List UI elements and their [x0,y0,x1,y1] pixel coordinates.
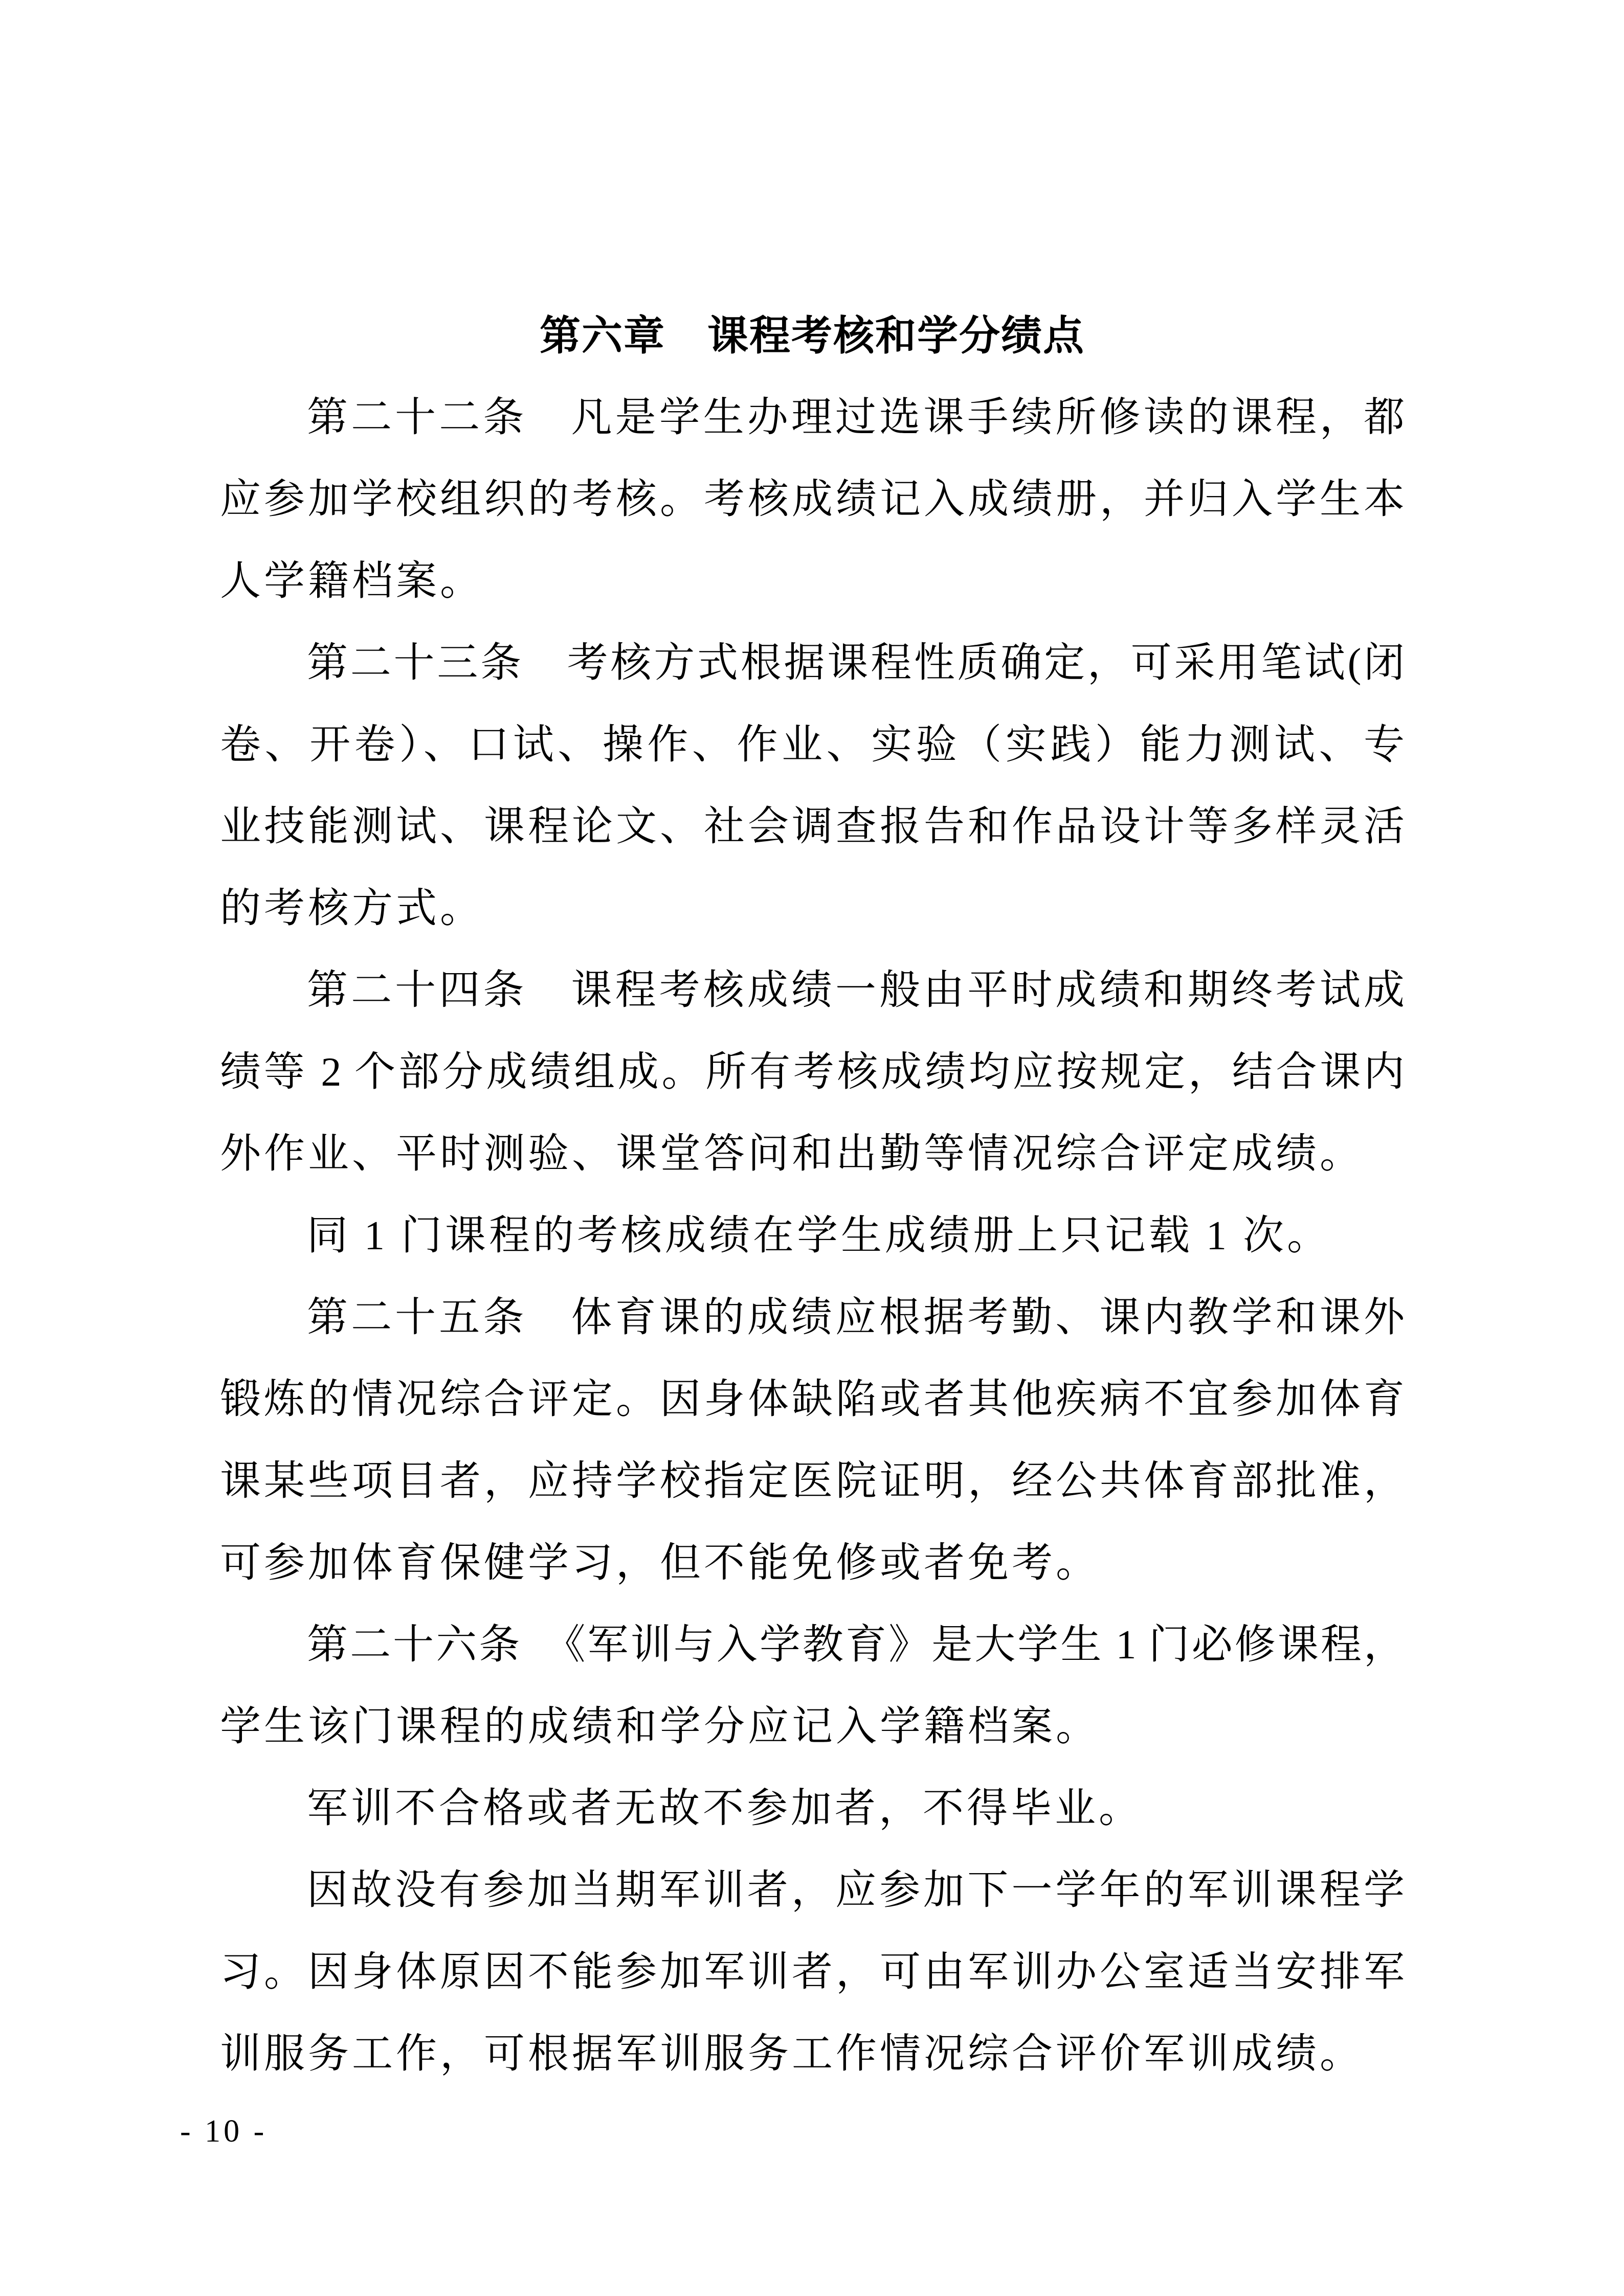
text-line: 同 1 门课程的考核成绩在学生成绩册上只记载 1 次。 [307,1213,1331,1258]
text-line: 军训不合格或者无故不参加者，不得毕业。 [307,1786,1143,1831]
paragraph-article-24 [220,950,1405,1195]
page-title: 第六章 课程考核和学分绩点 [540,313,1085,358]
text-line: 因故没有参加当期军训者，应参加下一学年的军训课程学 [307,1868,1405,1913]
text-line: 外作业、平时测验、课堂答问和出勤等情况综合评定成绩。 [220,1132,1364,1177]
paragraph-article-23 [220,622,1405,950]
text-line: 绩等 2 个部分成绩组成。所有考核成绩均应按规定，结合课内 [220,1050,1405,1095]
text-line: 第二十三条 考核方式根据课程性质确定，可采用笔试(闭 [307,641,1405,686]
text-line: 习。因身体原因不能参加军训者，可由军训办公室适当安排军 [220,1950,1405,1995]
text-line: 学生该门课程的成绩和学分应记入学籍档案。 [220,1704,1100,1749]
text-line: 第二十二条 凡是学生办理过选课手续所修读的课程，都 [307,395,1405,440]
page-number: - 10 - [180,2114,268,2149]
paragraph-article-24-supplement [220,1195,1405,1277]
document-body [220,295,1405,2095]
text-line: 第二十五条 体育课的成绩应根据考勤、课内教学和课外 [307,1295,1405,1340]
text-line: 训服务工作，可根据军训服务工作情况综合评价军训成绩。 [220,2032,1364,2077]
text-line: 锻炼的情况综合评定。因身体缺陷或者其他疾病不宜参加体育 [220,1377,1405,1422]
text-line: 人学籍档案。 [220,559,484,604]
text-line: 业技能测试、课程论文、社会调查报告和作品设计等多样灵活 [220,804,1405,849]
text-line: 课某些项目者，应持学校指定医院证明，经公共体育部批准， [220,1459,1405,1504]
text-line: 第二十四条 课程考核成绩一般由平时成绩和期终考试成 [307,968,1405,1013]
text-line: 应参加学校组织的考核。考核成绩记入成绩册，并归入学生本 [220,477,1405,522]
paragraph-article-26-supplement-2 [220,1850,1405,2095]
text-line: 的考核方式。 [220,886,484,931]
paragraph-article-26 [220,1604,1405,1768]
paragraph-article-22 [220,377,1405,622]
paragraph-article-25 [220,1277,1405,1604]
text-line: 第二十六条 《军训与入学教育》是大学生 1 门必修课程， [307,1623,1405,1668]
paragraph-article-26-supplement-1 [220,1768,1405,1850]
text-line: 可参加体育保健学习，但不能免修或者免考。 [220,1541,1100,1586]
text-line: 卷、开卷）、口试、操作、作业、实验（实践）能力测试、专 [220,723,1405,768]
